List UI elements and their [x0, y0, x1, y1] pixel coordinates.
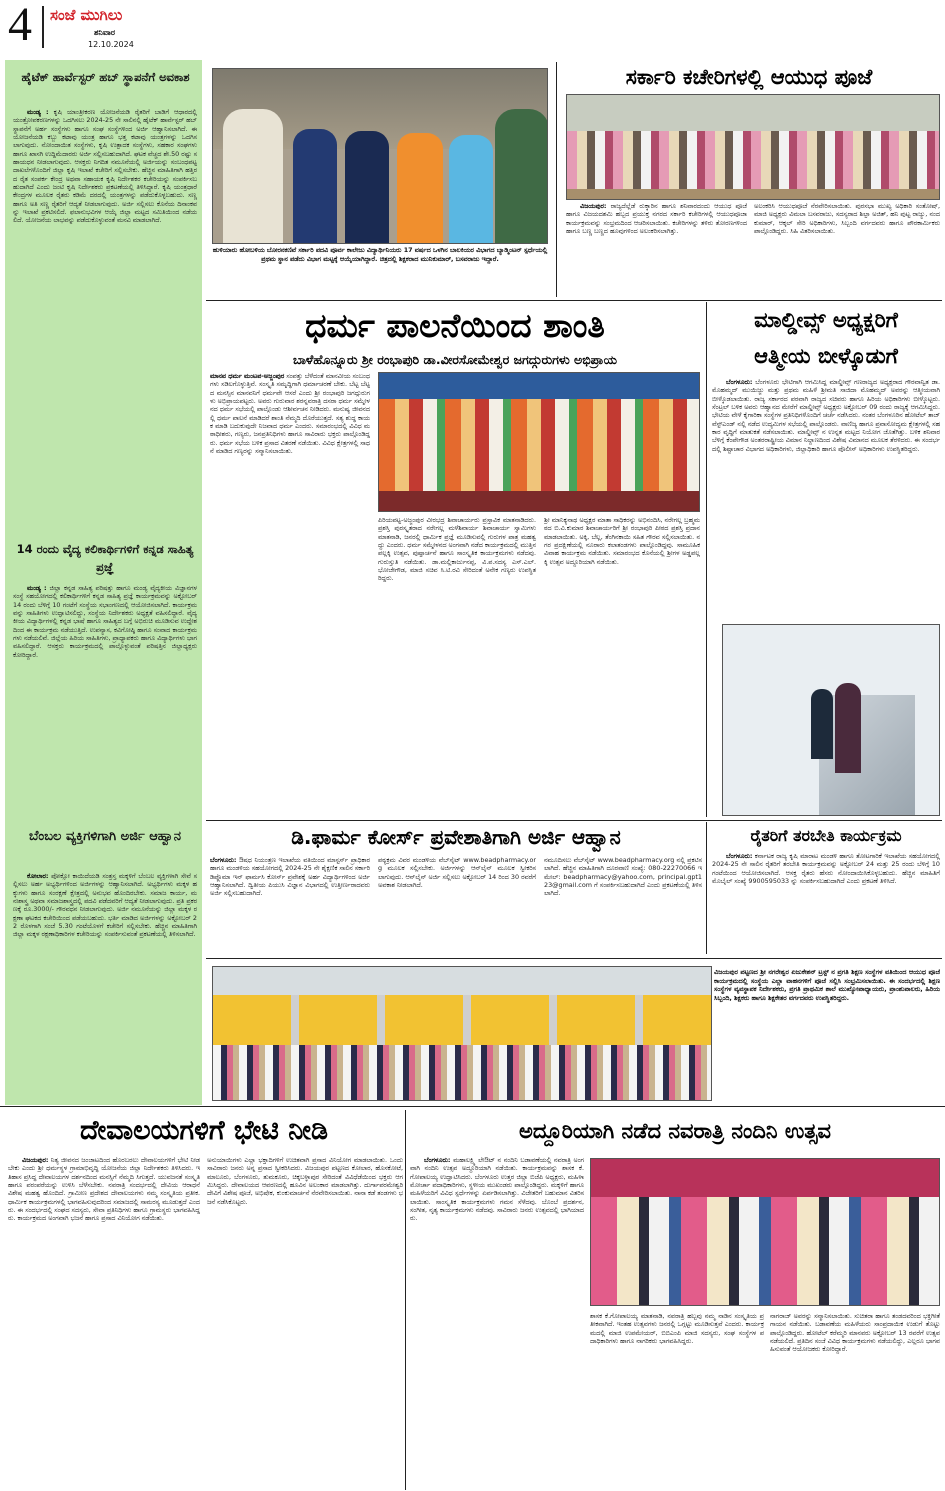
page-number: 4: [8, 0, 32, 51]
article-hitech-title: ಹೈಟೆಕ್ ಹಾರ್ವೆಸ್ಟರ್ ಹಬ್ ಸ್ಥಾಪನೆಗೆ ಅವಕಾಶ: [21, 70, 190, 84]
divider: [206, 958, 942, 959]
maldives-title-line-1: ಮಾಲ್ಡೀವ್ಸ್ ಅಧ್ಯಕ್ಷರಿಗೆ: [754, 308, 898, 332]
dpharm-title: ಡಿ.ಫಾರ್ಮ ಕೋರ್ಸ್ ಪ್ರವೇಶಾತಿಗಾಗಿ ಅರ್ಜಿ ಆಹ್ವಾನ: [291, 825, 621, 849]
navaratri-text-2: ಶಾಸಕ ಕೆ.ಗೋಪಾಲಯ್ಯ ಮಾತನಾಡಿ, ನವರಾತ್ರಿ ಹಬ್ಬವು ನಮ್ಮ ನಾಡಿನ ಸಂಸ್ಕೃತಿಯ ಪ್ರತೀಕವಾಗಿದೆ. ಇಂತಹ ಉತ್ಸವಗಳು ಜನರಲ್ಲಿ ಒಗ್ಗಟ್ಟು ಮೂಡಿಸುತ್ತವೆ ಎಂದರು. ಕಾರ್ಯಕ್ರಮದಲ್ಲಿ ಮಾಜಿ ಉಪಮೇಯರ್, ಬಿಬಿಎಂಪಿ ಮಾಜಿ ಸದಸ್ಯರು, ಸಂಘ ಸಂಸ್ಥೆಗಳ ಪದಾಧಿಕಾರಿಗಳು ಹಾಗೂ ನಾಗರಿಕರು ಭಾಗವಹಿಸಿದ್ದರು.: [590, 1312, 764, 1346]
dharma-col-2: [378, 516, 536, 820]
ayudha-pooja-body-right: [754, 202, 940, 294]
dharma-title: ಧರ್ಮ ಪಾಲನೆಯಿಂದ ಶಾಂತಿ: [305, 306, 605, 345]
ayudha-pooja-text-2: ಅಲಂಕರಿಸಿ ಆಯುಧಪೂಜೆ ನೆರವೇರಿಸಲಾಯಿತು. ಪುರಸಭಾ ಮುಖ್ಯ ಅಧಿಕಾರಿ ಸಂತೋಷ್, ಮಾಜಿ ಅಧ್ಯಕ್ಷರು ವಿಮಲಾ ಬಸವರಾಜು, ಸದಸ್ಯರಾದ ಶಿಲ್ಪಾ ಅಜಿತ್, ಹನಿ ಪುಟ್ಟ ರಾಜ್ಯು, ನಂದಕುಮಾರ್, ಆಕ್ಕಲ್ ಸೇರಿ ಅಧಿಕಾರಿಗಳು, ಸಿಬ್ಬಂದಿ ವರ್ಗದವರು ಹಾಗೂ ಪೌರಕಾರ್ಮಿಕರು ಪಾಲ್ಗೊಂಡಿದ್ದರು. ಸಿಹಿ ವಿತರಿಸಲಾಯಿತು.: [754, 202, 940, 236]
article-kannada-body: [13, 584, 197, 819]
masthead-date: 12.10.2024: [88, 40, 134, 49]
dpharm-text-2: ಪಠ್ಯಕ್ರಮ ವಿವರ ಮಂಡಳಿಯ ವೆಬ್‌ಸೈಟ್ www.beadpharmacy.org ಮೂಲಕ ಸಲ್ಲಿಸಬೇಕು. ಅರ್ಜಿಗಳನ್ನು ಆನ್‌ಲೈನ್ ಮೂಲಕ ಸ್ವೀಕರಿಸಲಾಗುವುದು. ಆನ್‌ಲೈನ್ ಅರ್ಜಿ ಸಲ್ಲಿಸಲು ಅಕ್ಟೋಬರ್ 14 ರಿಂದ 30 ರವರೆಗೆ ಅವಕಾಶ ನೀಡಲಾಗಿದೆ.: [378, 856, 536, 890]
dpharm-col-2: [378, 856, 536, 952]
masthead-divider: [42, 6, 44, 48]
article-support-body: [13, 872, 197, 1102]
dharma-col-3: [544, 516, 700, 820]
raitha-title: ರೈತರಿಗೆ ತರಬೇತಿ ಕಾರ್ಯಕ್ರಮ: [750, 826, 902, 845]
devalaya-col-2: [207, 1156, 403, 1489]
article-hitech-dateline: ಮಂಡ್ಯ :: [27, 108, 49, 116]
badminton-team-photo: [212, 68, 548, 244]
ayudha-pooja-title: ಸರ್ಕಾರಿ ಕಚೇರಿಗಳಲ್ಲಿ ಆಯುಧ ಪೂಜೆ: [625, 65, 873, 89]
article-support-text: ಪೋಕ್ಸೋ ಕಾಯಿದೆಯಡಿ ಸಂತ್ರಸ್ತ ಮಕ್ಕಳಿಗೆ ಬೆಂಬಲ ವ್ಯಕ್ತಿಗಳಾಗಿ ಸೇವೆ ಸಲ್ಲಿಸಲು ಅರ್ಹ ಅಭ್ಯರ್ಥಿಗಳಿಂದ ಅರ್ಜಿಗಳನ್ನು ಆಹ್ವಾನಿಸಲಾಗಿದೆ. ಅಭ್ಯರ್ಥಿಗಳು ಮಕ್ಕಳ ಹಕ್ಕುಗಳು ಹಾಗೂ ಸಂರಕ್ಷಣೆ ಕ್ಷೇತ್ರದಲ್ಲಿ ಅನುಭವ ಹೊಂದಿರಬೇಕು. ಸಮಾಜ ಕಾರ್ಯ, ಮನಃಶಾಸ್ತ್ರ ಅಥವಾ ಸಮಾಜಶಾಸ್ತ್ರದಲ್ಲಿ ಪದವಿ ಪಡೆದವರಿಗೆ ಆದ್ಯತೆ ನೀಡಲಾಗುವುದು. ಪ್ರತಿ ಪ್ರಕರಣಕ್ಕೆ ರೂ.3000/- ಗೌರವಧನ ನೀಡಲಾಗುವುದು. ಅರ್ಜಿ ನಮೂನೆಯನ್ನು ಜಿಲ್ಲಾ ಮಕ್ಕಳ ರಕ್ಷಣಾ ಘಟಕದ ಕಚೇರಿಯಿಂದ ಪಡೆಯಬಹುದು. ಭರ್ತಿ ಮಾಡಿದ ಅರ್ಜಿಗಳನ್ನು ಅಕ್ಟೋಬರ್ 22 ರೊಳಗಾಗಿ ಸಂಜೆ 5.30 ಗಂಟೆಯೊಳಗೆ ಕಚೇರಿಗೆ ಸಲ್ಲಿಸಬೇಕು. ಹೆಚ್ಚಿನ ಮಾಹಿತಿಗಾಗಿ ಜಿಲ್ಲಾ ಮಕ್ಕಳ ರಕ್ಷಣಾಧಿಕಾರಿಗಳ ಕಚೇರಿಯನ್ನು ಸಂಪರ್ಕಿಸುವಂತೆ ಪ್ರಕಟಣೆಯಲ್ಲಿ ತಿಳಿಸಲಾಗಿದೆ.: [13, 872, 197, 939]
article-hitech-body: [13, 108, 197, 570]
left-column: [5, 60, 202, 1105]
article-support-dateline: ಕೋಲಾರ:: [27, 872, 49, 880]
navaratri-stage-photo: [590, 1158, 940, 1306]
school-bus-caption: ವಿಜಯಪುರ ಪಟ್ಟಣದ ಶ್ರೀ ನಗರೇಶ್ವರ ಏಜುಕೇಶನ್ ಟ್ರಸ್ಟ್ ನ ಪ್ರಗತಿ ಶಿಕ್ಷಣ ಸಂಸ್ಥೆಗಳ ವತಿಯಿಂದ ಆಯುಧ ಪೂಜೆ ಕಾರ್ಯಕ್ರಮದಲ್ಲಿ ಸಂಸ್ಥೆಯ ಎಲ್ಲಾ ವಾಹನಗಳಿಗೆ ಪೂಜೆ ಸಲ್ಲಿಸಿ ಸಂಭ್ರಮಿಸಲಾಯಿತು. ಈ ಸಂದರ್ಭದಲ್ಲಿ ಶಿಕ್ಷಣ ಸಂಸ್ಥೆಗಳ ವ್ಯವಸ್ಥಾಪಕ ನಿರ್ದೇಶಕರು, ಪ್ರಗತಿ ಪ್ರಾಥಮಿಕ ಶಾಲೆ ಮುಖ್ಯೋಪಾಧ್ಯಾಯರು, ಪ್ರಾಂಶುಪಾಲರು, ಹಿರಿಯ ಸಿಬ್ಬಂದಿ, ಶಿಕ್ಷಕರು ಹಾಗೂ ಶಿಕ್ಷಕೇತರ ವರ್ಗದವರು ಉಪಸ್ಥಿತರಿದ್ದರು.: [714, 968, 940, 1002]
article-hitech-text: ಕೃಷಿ ಯಾಂತ್ರೀಕರಣ ಯೋಜನೆಯಡಿ ರೈತರಿಗೆ ಬಾಡಿಗೆ ಆಧಾರದಲ್ಲಿ ಯಂತ್ರೋಪಕರಣಗಳನ್ನು ಒದಗಿಸಲು 2024-25 ನೇ ಸಾಲಿನಲ್ಲಿ ಹೈಟೆಕ್ ಹಾರ್ವೆಸ್ಟರ್ ಹಬ್ ಸ್ಥಾಪನೆಗೆ ಅರ್ಹ ಸಂಸ್ಥೆಗಳು ಹಾಗೂ ಸಂಘ ಸಂಸ್ಥೆಗಳಿಂದ ಅರ್ಜಿ ಆಹ್ವಾನಿಸಲಾಗಿದೆ. ಈ ಯೋಜನೆಯಡಿ ಕಬ್ಬು ಕಟಾವು ಯಂತ್ರ ಹಾಗೂ ಭತ್ತ ಕಟಾವು ಯಂತ್ರಗಳನ್ನು ಒದಗಿಸಲಾಗುವುದು. ನೋಂದಾಯಿತ ಸಂಸ್ಥೆಗಳು, ಕೃಷಿ ಉತ್ಪಾದಕ ಸಂಸ್ಥೆಗಳು, ಸಹಕಾರ ಸಂಘಗಳು ಹಾಗೂ ಖಾಸಗಿ ಉದ್ದಿಮೆದಾರರು ಅರ್ಜಿ ಸಲ್ಲಿಸಬಹುದಾಗಿದೆ. ಘಟಕ ವೆಚ್ಚದ ಶೇ.50 ರಷ್ಟು ಸಹಾಯಧನ ನೀಡಲಾಗುವುದು. ಆಸಕ್ತರು ನಿಗದಿತ ನಮೂನೆಯಲ್ಲಿ ಅರ್ಜಿಯನ್ನು ಸಂಬಂಧಪಟ್ಟ ದಾಖಲೆಗಳೊಂದಿಗೆ ಜಿಲ್ಲಾ ಕೃಷಿ ಇಲಾಖೆ ಕಚೇರಿಗೆ ಸಲ್ಲಿಸಬೇಕು. ಹೆಚ್ಚಿನ ಮಾಹಿತಿಗಾಗಿ ಹತ್ತಿರದ ರೈತ ಸಂಪರ್ಕ ಕೇಂದ್ರ ಅಥವಾ ಸಹಾಯಕ ಕೃಷಿ ನಿರ್ದೇಶಕರ ಕಚೇರಿಯನ್ನು ಸಂಪರ್ಕಿಸಬಹುದಾಗಿದೆ ಎಂದು ಜಂಟಿ ಕೃಷಿ ನಿರ್ದೇಶಕರು ಪ್ರಕಟಣೆಯಲ್ಲಿ ತಿಳಿಸಿದ್ದಾರೆ. ಕೃಷಿ ಯಂತ್ರಧಾರೆ ಕೇಂದ್ರಗಳ ಮೂಲಕ ರೈತರು ಕಡಿಮೆ ದರದಲ್ಲಿ ಯಂತ್ರಗಳನ್ನು ಪಡೆದುಕೊಳ್ಳಬಹುದು. ಸಣ್ಣ ಹಾಗೂ ಅತಿ ಸಣ್ಣ ರೈತರಿಗೆ ಆದ್ಯತೆ ನೀಡಲಾಗುವುದು. ಅರ್ಜಿ ಸಲ್ಲಿಸಲು ಕೊನೆಯ ದಿನಾಂಕವನ್ನು ಇಲಾಖೆ ಪ್ರಕಟಿಸಲಿದೆ. ಫಲಾನುಭವಿಗಳ ಆಯ್ಕೆ ಜಿಲ್ಲಾ ಮಟ್ಟದ ಸಮಿತಿಯಿಂದ ನಡೆಯಲಿದೆ. ಯೋಜನೆಯ ಲಾಭವನ್ನು ಪಡೆದುಕೊಳ್ಳುವಂತೆ ಮನವಿ ಮಾಡಲಾಗಿದೆ.: [13, 108, 197, 225]
devalaya-text-1: ನಿತ್ಯ ಜೀವನದ ಜಂಜಾಟದಿಂದ ಹೊರಬರಲು ದೇವಾಲಯಗಳಿಗೆ ಭೇಟಿ ನೀಡಬೇಕು ಎಂದು ಶ್ರೀ ಧರ್ಮಸ್ಥಳ ಗ್ರಾಮಾಭಿವೃದ್ಧಿ ಯೋಜನೆಯ ಜಿಲ್ಲಾ ನಿರ್ದೇಶಕರು ತಿಳಿಸಿದರು. ಇತಿಹಾಸ ಪ್ರಸಿದ್ಧ ದೇವಾಲಯಗಳ ದರ್ಶನದಿಂದ ಮನಸ್ಸಿಗೆ ನೆಮ್ಮದಿ ಸಿಗುತ್ತದೆ. ಯುವಜನತೆ ಸಂಸ್ಕೃತಿ ಹಾಗೂ ಪರಂಪರೆಯನ್ನು ಉಳಿಸಿ ಬೆಳೆಸಬೇಕು. ನವರಾತ್ರಿ ಸಂದರ್ಭದಲ್ಲಿ ದೇವಿಯ ಆರಾಧನೆ ವಿಶೇಷ ಮಹತ್ವ ಹೊಂದಿದೆ. ಗ್ರಾಮೀಣ ಪ್ರದೇಶದ ದೇವಾಲಯಗಳು ನಮ್ಮ ಸಂಸ್ಕೃತಿಯ ಪ್ರತೀಕ. ಧಾರ್ಮಿಕ ಕಾರ್ಯಕ್ರಮಗಳಲ್ಲಿ ಭಾಗವಹಿಸುವುದರಿಂದ ಸಮಾಜದಲ್ಲಿ ಸಾಮರಸ್ಯ ಮೂಡುತ್ತದೆ ಎಂದರು. ಈ ಸಂದರ್ಭದಲ್ಲಿ ಸಂಘದ ಸದಸ್ಯರು, ಸೇವಾ ಪ್ರತಿನಿಧಿಗಳು ಹಾಗೂ ಗ್ರಾಮಸ್ಥರು ಭಾಗವಹಿಸಿದ್ದರು. ಕಾರ್ಯಕ್ರಮದ ಅಂಗವಾಗಿ ಭಜನೆ ಹಾಗೂ ಪ್ರಸಾದ ವಿನಿಯೋಗ ನಡೆಯಿತು.: [8, 1156, 200, 1223]
navaratri-col-2: [590, 1312, 764, 1489]
article-kannada-text: ಜಿಲ್ಲಾ ಕನ್ನಡ ಸಾಹಿತ್ಯ ಪರಿಷತ್ತು ಹಾಗೂ ಮಂಡ್ಯ ವೈದ್ಯಕೀಯ ವಿಜ್ಞಾನಗಳ ಸಂಸ್ಥೆ ಸಹಯೋಗದಲ್ಲಿ ಕಲಿಕಾರ್ಥಿಗಳಿಗೆ ಕನ್ನಡ ಸಾಹಿತ್ಯ ಪ್ರಜ್ಞೆ ಕಾರ್ಯಕ್ರಮವನ್ನು ಅಕ್ಟೋಬರ್ 14 ರಂದು ಬೆಳಿಗ್ಗೆ 10 ಗಂಟೆಗೆ ಸಂಸ್ಥೆಯ ಸಭಾಂಗಣದಲ್ಲಿ ಆಯೋಜಿಸಲಾಗಿದೆ. ಕಾರ್ಯಕ್ರಮವನ್ನು ಸಾಹಿತಿಗಳು ಉದ್ಘಾಟಿಸಲಿದ್ದು, ಸಂಸ್ಥೆಯ ನಿರ್ದೇಶಕರು ಅಧ್ಯಕ್ಷತೆ ವಹಿಸಲಿದ್ದಾರೆ. ವೈದ್ಯಕೀಯ ವಿದ್ಯಾರ್ಥಿಗಳಲ್ಲಿ ಕನ್ನಡ ಭಾಷೆ ಹಾಗೂ ಸಾಹಿತ್ಯದ ಬಗ್ಗೆ ಅಭಿರುಚಿ ಮೂಡಿಸುವ ಉದ್ದೇಶದಿಂದ ಈ ಕಾರ್ಯಕ್ರಮ ನಡೆಯುತ್ತಿದೆ. ಉಪನ್ಯಾಸ, ಕವಿಗೋಷ್ಠಿ ಹಾಗೂ ಸಂವಾದ ಕಾರ್ಯಕ್ರಮಗಳು ನಡೆಯಲಿವೆ. ಜಿಲ್ಲೆಯ ಹಿರಿಯ ಸಾಹಿತಿಗಳು, ಪ್ರಾಧ್ಯಾಪಕರು ಹಾಗೂ ವಿದ್ಯಾರ್ಥಿಗಳು ಭಾಗವಹಿಸಲಿದ್ದಾರೆ. ಆಸಕ್ತರು ಕಾರ್ಯಕ್ರಮದಲ್ಲಿ ಪಾಲ್ಗೊಳ್ಳುವಂತೆ ಪರಿಷತ್ತಿನ ಜಿಲ್ಲಾಧ್ಯಕ್ಷರು ಕೋರಿದ್ದಾರೆ.: [13, 584, 197, 659]
dharma-subtitle: ಬಾಳೆಹೊನ್ನೂರು ಶ್ರೀ ರಂಭಾಪುರಿ ಡಾ.ವೀರಸೋಮೇಶ್ವರ ಜಗದ್ಗುರುಗಳು ಅಭಿಪ್ರಾಯ: [292, 352, 618, 367]
maldives-text-2: ನಂತರ ಬೆಂಗಳೂರಿನ ಹೋಟೆಲ್ ತಾಜ್ ವೆಸ್ಟ್ಎಂಡ್ ನಲ್ಲಿ ನಡೆದ ಉದ್ಯಮಿಗಳ ಸಭೆಯಲ್ಲಿ ಪಾಲ್ಗೊಂಡರು. ವಾಣಿಜ್ಯ ಹಾಗೂ ಪ್ರವಾಸೋದ್ಯಮ ಕ್ಷೇತ್ರಗಳಲ್ಲಿ ಸಹಕಾರ ವೃದ್ಧಿಗೆ ಮಾತುಕತೆ ನಡೆಸಲಾಯಿತು. ಮಾಲ್ಡೀವ್ಸ್ ನ ಉನ್ನತ ಮಟ್ಟದ ನಿಯೋಗ ಜೊತೆಗಿತ್ತು. ಬಳಿಕ ಶನಿವಾರ ಬೆಳಿಗ್ಗೆ ಕೆಂಪೇಗೌಡ ಅಂತರರಾಷ್ಟ್ರೀಯ ವಿಮಾನ ನಿಲ್ದಾಣದಿಂದ ವಿಶೇಷ ವಿಮಾನದ ಮೂಲಕ ತೆರಳಿದರು. ಈ ಸಂದರ್ಭದಲ್ಲಿ ಶಿಷ್ಟಾಚಾರ ವಿಭಾಗದ ಅಧಿಕಾರಿಗಳು, ಜಿಲ್ಲಾಧಿಕಾರಿ ಹಾಗೂ ಪೊಲೀಸ್ ಅಧಿಕಾರಿಗಳು ಉಪಸ್ಥಿತರಿದ್ದರು.: [712, 411, 940, 453]
raitha-body: [712, 852, 940, 952]
dharma-dateline: ಮಾನವ ಧರ್ಮ ಮಂಟಪ-ಅಜ್ಜಂಪುರ: [210, 372, 285, 380]
article-support-title: ಬೆಂಬಲ ವ್ಯಕ್ತಿಗಳಿಗಾಗಿ ಅರ್ಜಿ ಆಹ್ವಾನ: [29, 829, 181, 844]
devalaya-dateline: ವಿಜಯಪುರ:: [22, 1156, 49, 1164]
divider: [556, 62, 557, 297]
maldives-title-line-2: ಆತ್ಮೀಯ ಬೀಳ್ಕೊಡುಗೆ: [754, 344, 898, 368]
dharma-text-2: ಪಿರಿಯಪಟ್ಟ-ಅಜ್ಜಂಪುರ ವೀರಭದ್ರ ಶಿವಾಚಾರ್ಯರು ಪ್ರಸ್ತಾವಿಕ ಮಾತನಾಡಿದರು. ಪ್ರಶಸ್ತಿ ಪುರಸ್ಕೃತರಾದ ನರೇಗಲ್ಲ ಮಳೆಶಿವಾರ್ಯ ಶಿವಾಚಾರ್ಯ ಸ್ವಾಮಿಗಳು ಮಾತನಾಡಿ, ಜನರಲ್ಲಿ ಧಾರ್ಮಿಕ ಪ್ರಜ್ಞೆ ಮೂಡಿಸುವಲ್ಲಿ ಗುರುಗಳ ಪಾತ್ರ ಮಹತ್ವದ್ದು ಎಂದರು. ಧರ್ಮ ಸಮ್ಮೇಳನದ ಅಂಗವಾಗಿ ನಡೆದ ಕಾರ್ಯಕ್ರಮದಲ್ಲಿ ಮುತ್ತಿನ ಪಲ್ಲಕ್ಕಿ ಉತ್ಸವ, ಪುಷ್ಪಾರ್ಚನೆ ಹಾಗೂ ಸಾಂಸ್ಕೃತಿಕ ಕಾರ್ಯಕ್ರಮಗಳು ನಡೆದವು. ಗುರುಸ್ತುತಿ ನಡೆಯಿತು. ಡಾ.ಮಲ್ಲಿಕಾರ್ಜುನಪ್ಪ, ವಿ.ಪ.ಸದಸ್ಯ ಎಸ್.ಎಲ್.ಭೋಜೇಗೌಡ, ಮಾಜಿ ಸಚಿವ ಸಿ.ಟಿ.ರವಿ ಸೇರಿದಂತೆ ಅನೇಕ ಗಣ್ಯರು ಉಪಸ್ಥಿತರಿದ್ದರು.: [378, 516, 536, 583]
masthead: [0, 0, 945, 56]
divider: [706, 822, 707, 954]
dpharm-text-3: ನಮೂದಿಸಲು ವೆಬ್‌ಸೈಟ್ www.beadpharmacy.org ನಲ್ಲಿ ಪ್ರಕಟಿಸಲಾಗಿದೆ. ಹೆಚ್ಚಿನ ಮಾಹಿತಿಗಾಗಿ ದೂರವಾಣಿ ಸಂಖ್ಯೆ: 080-22270066 ಇಮೇಲ್: beadpharmacy@yahoo.com, principal.gpt123@gmail.com ಗೆ ಸಂಪರ್ಕಿಸಬಹುದಾಗಿದೆ ಎಂದು ಪ್ರಕಟಣೆಯಲ್ಲಿ ತಿಳಿಸಲಾಗಿದೆ.: [544, 856, 702, 898]
dpharm-dateline: ಬೆಂಗಳೂರು:: [210, 856, 237, 864]
devalaya-col-1: [8, 1156, 200, 1489]
masthead-logo: ಸಂಜೆ ಮುಗಿಲು: [50, 6, 123, 24]
dharma-text-3: ಶ್ರೀ ಮಾನಿಕ್ಯನಾಥ ಅಧ್ಯಕ್ಷರ ಮಾತಾ ಸಾಧಿಕರನ್ನು ಅಭಿನಂದಿಸಿ, ನರೇಗಲ್ಲ ಬ್ರಹ್ಮಮಠದ ಬಿ.ವಿ.ಕುಮಾರ ಶಿವಾಚಾರ್ಯರಿಗೆ ಶ್ರೀ ರಂಭಾಪುರಿ ಪೀಠದ ಪ್ರಶಸ್ತಿ ಪ್ರದಾನ ಮಾಡಲಾಯಿತು. ಅಕ್ಕಿ, ಬೆಲ್ಲ, ತೆಂಗಿನಕಾಯಿ ಸಹಿತ ಗೌರವ ಸಲ್ಲಿಸಲಾಯಿತು. ನಗರ ಪ್ರದಕ್ಷಿಣೆಯಲ್ಲಿ ನೂರಾರು ಕಲಾತಂಡಗಳು ಪಾಲ್ಗೊಂಡಿದ್ದವು. ಸಾಮೂಹಿಕ ವಿವಾಹ ಕಾರ್ಯಕ್ರಮ ನಡೆಯಿತು. ಸಮಾರಂಭದ ಕೊನೆಯಲ್ಲಿ ಶ್ರೀಗಳ ಅಡ್ಡಪಲ್ಲಕ್ಕಿ ಉತ್ಸವ ಅದ್ದೂರಿಯಾಗಿ ನಡೆಯಿತು.: [544, 516, 700, 566]
ayudha-pooja-dateline: ವಿಜಯಪುರ:: [580, 202, 607, 210]
navaratri-col-3: [770, 1312, 940, 1489]
dharma-sabha-photo: [378, 372, 700, 512]
dpharm-col-1: [210, 856, 370, 952]
maldives-body: [712, 378, 940, 618]
navaratri-text-1: ಮಹಾಲಕ್ಷ್ಮಿ ಲೇಔಟ್ ನ ನಂದಿನಿ ಬಡಾವಣೆಯಲ್ಲಿ ನವರಾತ್ರಿ ಅಂಗವಾಗಿ ನಂದಿನಿ ಉತ್ಸವ ಅದ್ದೂರಿಯಾಗಿ ನಡೆಯಿತು. ಕಾರ್ಯಕ್ರಮವನ್ನು ಶಾಸಕ ಕೆ.ಗೋಪಾಲಯ್ಯ ಉದ್ಘಾಟಿಸಿದರು. ಬೆಂಗಳೂರು ಉತ್ತರ ಜಿಲ್ಲಾ ಬಿಜೆಪಿ ಅಧ್ಯಕ್ಷರು, ಮಹಿಳಾ ಮೋರ್ಚಾ ಪದಾಧಿಕಾರಿಗಳು, ಸ್ಥಳೀಯ ಮುಖಂಡರು ಪಾಲ್ಗೊಂಡಿದ್ದರು. ಮಕ್ಕಳಿಗೆ ಹಾಗೂ ಮಹಿಳೆಯರಿಗೆ ವಿವಿಧ ಸ್ಪರ್ಧೆಗಳನ್ನು ಏರ್ಪಡಿಸಲಾಗಿತ್ತು. ವಿಜೇತರಿಗೆ ಬಹುಮಾನ ವಿತರಿಸಲಾಯಿತು. ಸಾಂಸ್ಕೃತಿಕ ಕಾರ್ಯಕ್ರಮಗಳು ಗಮನ ಸೆಳೆದವು. ಬೊಂಬೆ ಪ್ರದರ್ಶನ, ಸಂಗೀತ, ನೃತ್ಯ ಕಾರ್ಯಕ್ರಮಗಳು ನಡೆದವು. ಸಾವಿರಾರು ಜನರು ಉತ್ಸವದಲ್ಲಿ ಭಾಗಿಯಾದರು.: [410, 1156, 584, 1223]
divider: [0, 1106, 945, 1107]
navaratri-title: ಅದ್ದೂರಿಯಾಗಿ ನಡೆದ ನವರಾತ್ರಿ ನಂದಿನಿ ಉತ್ಸವ: [519, 1119, 831, 1143]
maldives-aircraft-photo: [722, 624, 940, 816]
article-kannada-dateline: ಮಂಡ್ಯ :: [27, 584, 47, 592]
ayudha-pooja-body-left: [566, 202, 747, 294]
devalaya-text-2: ಅನುಯಾಯಿಗಳು ಎಲ್ಲಾ ಭಕ್ತಾದಿಗಳಿಗೆ ಉಚಿತವಾಗಿ ಪ್ರಸಾದ ವಿನಿಯೋಗ ಮಾಡಲಾಯಿತು. ಒಂದು ಸಾವಿರಾರು ಜನರು ಅನ್ನ ಪ್ರಸಾದ ಸ್ವೀಕರಿಸಿದರು. ವಿಜಯಪುರ ಪಟ್ಟಣದ ಕೋಲಾರ, ಹೊಸಕೋಟೆ, ಮಾಲೂರು, ಬೆಂಗಳೂರು, ತುಮಕೂರು, ಚಿಕ್ಕಬಳ್ಳಾಪುರ ಸೇರಿದಂತೆ ವಿವಿಧೆಡೆಯಿಂದ ಭಕ್ತರು ಆಗಮಿಸಿದ್ದರು. ದೇವಾಲಯದ ಆವರಣದಲ್ಲಿ ಹೂವಿನ ಅಲಂಕಾರ ಮಾಡಲಾಗಿತ್ತು. ದುರ್ಗಾಪರಮೇಶ್ವರಿ ದೇವಿಗೆ ವಿಶೇಷ ಪೂಜೆ, ಅಭಿಷೇಕ, ಕುಂಕುಮಾರ್ಚನೆ ನೆರವೇರಿಸಲಾಯಿತು. ನಾನಾ ಕಡೆ ತಂಡಗಳು ಭಜನೆ ನಡೆಸಿಕೊಟ್ಟರು.: [207, 1156, 403, 1206]
ayudha-pooja-photo: [566, 94, 940, 200]
masthead-day: ಶನಿವಾರ: [94, 28, 116, 37]
raitha-dateline: ಬೆಂಗಳೂರು:: [726, 852, 753, 860]
dharma-col-1: [210, 372, 370, 820]
raitha-text: ಕರ್ನಾಟಕ ರಾಜ್ಯ ಕೃಷಿ ಮಾರಾಟ ಮಂಡಳಿ ಹಾಗೂ ತೋಟಗಾರಿಕೆ ಇಲಾಖೆಯ ಸಹಯೋಗದಲ್ಲಿ 2024-25 ನೇ ಸಾಲಿನ ರೈತರಿಗೆ ತರಬೇತಿ ಕಾರ್ಯಕ್ರಮವನ್ನು ಅಕ್ಟೋಬರ್ 24 ಮತ್ತು 25 ರಂದು ಬೆಳಿಗ್ಗೆ 10 ಗಂಟೆಯಿಂದ ಆಯೋಜಿಸಲಾಗಿದೆ. ಆಸಕ್ತ ರೈತರು ಹೆಸರು ನೋಂದಾಯಿಸಿಕೊಳ್ಳಬಹುದು. ಹೆಚ್ಚಿನ ಮಾಹಿತಿಗೆ ಮೊಬೈಲ್ ಸಂಖ್ಯೆ 9900595033 ನ್ನು ಸಂಪರ್ಕಿಸಬಹುದಾಗಿದೆ ಎಂದು ಪ್ರಕಟಣೆ ತಿಳಿಸಿದೆ.: [712, 852, 940, 886]
maldives-text-1: ಬೆಂಗಳೂರು ಭೇಟಿಗಾಗಿ ಆಗಮಿಸಿದ್ದ ಮಾಲ್ಡೀವ್ಸ್ ಗಣರಾಜ್ಯದ ಅಧ್ಯಕ್ಷರಾದ ಗೌರವಾನ್ವಿತ ಡಾ. ಮೊಹಮ್ಮದ್ ಮುಯಿಜ್ಜು ಮತ್ತು ಪ್ರಥಮ ಮಹಿಳೆ ಶ್ರೀಮತಿ ಸಾಜಿದಾ ಮೊಹಮ್ಮದ್ ಅವರನ್ನು ಆತ್ಮೀಯವಾಗಿ ಬೀಳ್ಕೊಡಲಾಯಿತು. ರಾಜ್ಯ ಸರ್ಕಾರದ ಪರವಾಗಿ ರಾಜ್ಯದ ಸಚಿವರು ಹಾಗೂ ಹಿರಿಯ ಅಧಿಕಾರಿಗಳು ಬೀಳ್ಕೊಟ್ಟರು. ಸೆಂಟ್ರಲ್ ಬಳಿಕ ಅವರು ಆಹ್ವಾನದ ಮೇರೆಗೆ ಮಾಲ್ಡೀವ್ಸ್ ಅಧ್ಯಕ್ಷರು ಅಕ್ಟೋಬರ್ 09 ರಂದು ರಾಜ್ಯಕ್ಕೆ ಆಗಮಿಸಿದ್ದರು. ಭೇಟಿಯ ವೇಳೆ ಕೈಗಾರಿಕಾ ಸಂಸ್ಥೆಗಳ ಪ್ರತಿನಿಧಿಗಳೊಂದಿಗೆ ಚರ್ಚೆ ನಡೆಸಿದರು.: [712, 378, 940, 420]
divider: [706, 302, 707, 817]
school-bus-pooja-photo: [212, 966, 712, 1101]
navaratri-dateline: ಬೆಂಗಳೂರು:: [424, 1156, 451, 1164]
badminton-photo-caption: ಹುಳಿಯಾರು ಹೋಬಳಿಯ ಬೋರನಕಣಿವೆ ಸರ್ಕಾರಿ ಪದವಿ ಪೂರ್ವ ಕಾಲೇಜು ವಿದ್ಯಾರ್ಥಿನಿಯರು 17 ವರ್ಷದ ಒಳಗಿನ ಬಾಲಕಿಯರ ವಿಭಾಗದ ಬ್ಯಾಡ್ಮಿಂಟನ್ ಸ್ಪರ್ಧೆಯಲ್ಲಿ ಪ್ರಥಮ ಸ್ಥಾನ ಪಡೆದು ವಿಭಾಗ ಮಟ್ಟಕ್ಕೆ ಆಯ್ಕೆಯಾಗಿದ್ದಾರೆ. ಚಿತ್ರದಲ್ಲಿ ಶಿಕ್ಷಕರಾದ ಮುನಿಕುಮಾರ್, ಬಸವರಾಜು ಇದ್ದಾರೆ.: [212, 246, 548, 263]
dharma-text-1: ಸಂಪತ್ತು ಬೆಳೆದಂತೆ ಮಾನವೀಯ ಸಂಬಂಧಗಳು ಸಡಿಲಗೊಳ್ಳುತ್ತಿವೆ. ಸಂಸ್ಕೃತಿ ಸಮೃದ್ಧಿಗಾಗಿ ಧರ್ಮಾಚರಣೆ ಬೇಕು. ಬೆಟ್ಟ ಬೆಟ್ಟದ ಮನಸ್ಸಿನ ಮಾನವನಿಗೆ ಧರ್ಮವೇ ಆಸರೆ ಎಂದು ಶ್ರೀ ರಂಭಾಪುರಿ ಜಗದ್ಗುರುಗಳು ಅಭಿಪ್ರಾಯಪಟ್ಟರು. ಅವರು ಗುರುವಾರ ಶರನ್ನವರಾತ್ರಿ ದಸರಾ ಧರ್ಮ ಸಮ್ಮೇಳನದ ಧರ್ಮ ಸಭೆಯಲ್ಲಿ ಪಾಲ್ಗೊಂಡು ಆಶೀರ್ವಚನ ನೀಡಿದರು. ಮನುಷ್ಯ ಜೀವನದಲ್ಲಿ ಧರ್ಮ ಪಾಲನೆ ಮಾಡಿದರೆ ಶಾಂತಿ ನೆಮ್ಮದಿ ದೊರೆಯುತ್ತದೆ. ಸತ್ಯ ಶುದ್ಧ ಕಾಯಕ ಮಾಡಿ ಬದುಕುವುದೇ ನಿಜವಾದ ಧರ್ಮ ಎಂದರು. ಸಮಾರಂಭದಲ್ಲಿ ವಿವಿಧ ಮಠಾಧೀಶರು, ಗಣ್ಯರು, ಜನಪ್ರತಿನಿಧಿಗಳು ಹಾಗೂ ಸಾವಿರಾರು ಭಕ್ತರು ಪಾಲ್ಗೊಂಡಿದ್ದರು. ಧರ್ಮ ಸಭೆಯ ಬಳಿಕ ಪ್ರಸಾದ ವಿತರಣೆ ನಡೆಯಿತು. ವಿವಿಧ ಕ್ಷೇತ್ರಗಳಲ್ಲಿ ಸಾಧನೆ ಮಾಡಿದ ಗಣ್ಯರನ್ನು ಸನ್ಮಾನಿಸಲಾಯಿತು.: [210, 372, 370, 456]
dpharm-col-3: [544, 856, 702, 952]
divider: [206, 300, 942, 301]
navaratri-col-1: [410, 1156, 584, 1489]
divider: [405, 1110, 406, 1490]
maldives-dateline: ಬೆಂಗಳೂರು:: [726, 378, 753, 386]
article-kannada-title: 14 ರಂದು ವೈದ್ಯ ಕಲಿಕಾರ್ಥಿಗಳಿಗೆ ಕನ್ನಡ ಸಾಹಿತ್ಯ ಪ್ರಜ್ಞೆ: [16, 542, 194, 574]
devalaya-title: ದೇವಾಲಯಗಳಿಗೆ ಭೇಟಿ ನೀಡಿ: [79, 1115, 329, 1146]
navaratri-text-3: ನಾಗರಾಜ್ ಅವರನ್ನು ಸನ್ಮಾನಿಸಲಾಯಿತು. ಸುಚಿತರಾ ಹಾಗೂ ತಂಡದವರಿಂದ ಭಕ್ತಿಗೀತೆ ಗಾಯನ ನಡೆಯಿತು. ಬಡಾವಣೆಯ ಮಹಿಳೆಯರು ಸಾಂಪ್ರದಾಯಿಕ ಉಡುಗೆ ತೊಟ್ಟು ಪಾಲ್ಗೊಂಡಿದ್ದರು. ಹೋಟೆಲ್ ಕರೆಮ್ಮರಿ ಮಾನವರು ಅಕ್ಟೋಬರ್ 13 ರವರೆಗೆ ಉತ್ಸವ ನಡೆಯಲಿದೆ. ಪ್ರತಿದಿನ ಸಂಜೆ ವಿವಿಧ ಕಾರ್ಯಕ್ರಮಗಳು ನಡೆಯಲಿದ್ದು, ಎಲ್ಲರೂ ಭಾಗವಹಿಸುವಂತೆ ಆಯೋಜಕರು ಕೋರಿದ್ದಾರೆ.: [770, 1312, 940, 1354]
dpharm-text-1: ಔಷಧ ನಿಯಂತ್ರಣ ಇಲಾಖೆಯ ವತಿಯಿಂದ ಮಾಸ್ಟರ್ಸ್ ಪ್ರಾಧಿಕಾರ ಹಾಗೂ ಮಂಡಳಿಯ ಸಹಯೋಗದಲ್ಲಿ 2024-25 ನೇ ಶೈಕ್ಷಣಿಕ ಸಾಲಿನ ಸರ್ಕಾರಿ ಡಿಪ್ಲೊಮಾ ಇನ್ ಫಾರ್ಮಸಿ ಕೋರ್ಸ್ ಪ್ರವೇಶಕ್ಕೆ ಅರ್ಹ ವಿದ್ಯಾರ್ಥಿಗಳಿಂದ ಅರ್ಜಿ ಆಹ್ವಾನಿಸಲಾಗಿದೆ. ದ್ವಿತೀಯ ಪಿಯುಸಿ ವಿಜ್ಞಾನ ವಿಭಾಗದಲ್ಲಿ ಉತ್ತೀರ್ಣರಾದವರು ಅರ್ಜಿ ಸಲ್ಲಿಸಬಹುದಾಗಿದೆ.: [210, 856, 370, 898]
ayudha-pooja-text-1: ರಾಜ್ಯದೆಲ್ಲೆಡೆ ರುಕ್ಕಾರಿನ ಹಾಗೂ ಶನಿವಾರದಂದು ಆಯುಧ ಪೂಜೆ ಹಾಗೂ ವಿಜಯದಶಮಿ ಹಬ್ಬದ ಪ್ರಯುಕ್ತ ನಗರದ ಸರ್ಕಾರಿ ಕಚೇರಿಗಳಲ್ಲಿ ಆಯುಧಪೂಜಾ ಕಾರ್ಯಕ್ರಮವನ್ನು ಸಂಭ್ರಮದಿಂದ ಆಚರಿಸಲಾಯಿತು. ಕಚೇರಿಗಳನ್ನು ತಳಿರು ತೋರಣಗಳಿಂದ ಹಾಗೂ ಬಣ್ಣ ಬಣ್ಣದ ಹೂವುಗಳಿಂದ ಅಲಂಕರಿಸಲಾಗಿತ್ತು.: [566, 202, 747, 236]
